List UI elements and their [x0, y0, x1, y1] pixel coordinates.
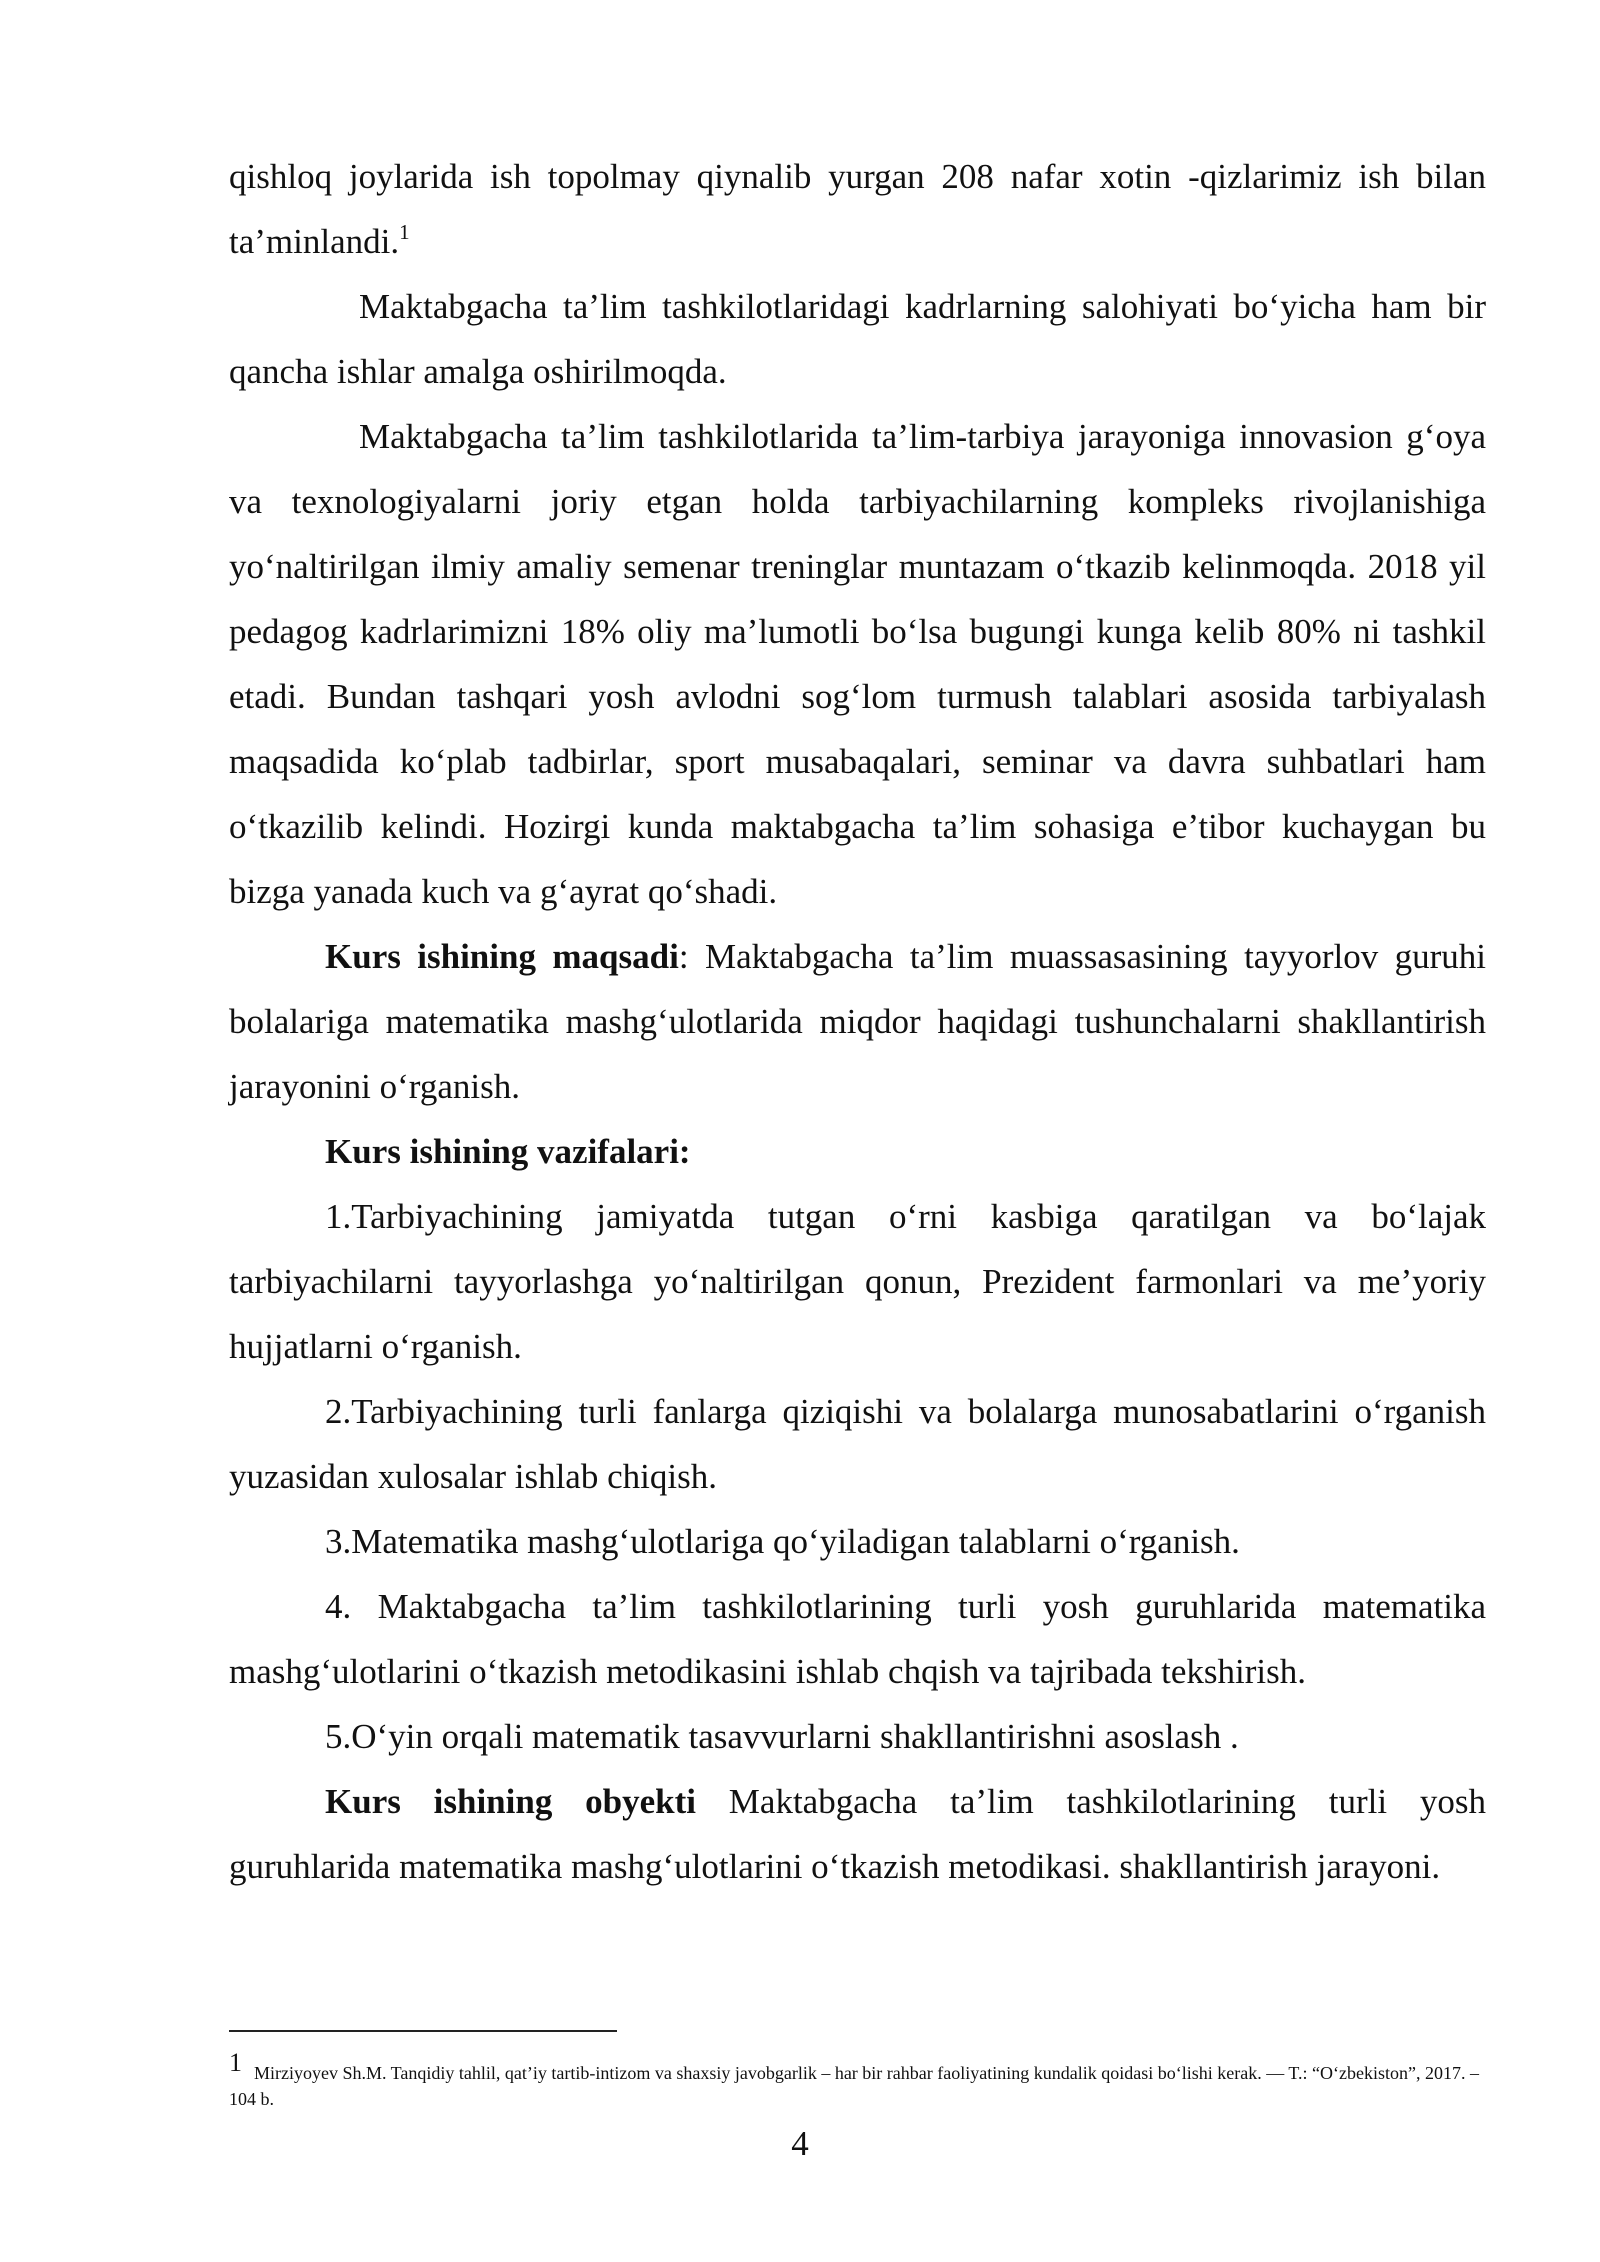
- paragraph-1: qishloq joylarida ish topolmay qiynalib yurgan 208 nafar xotin -qizlarimiz ish bilan ta’minlandi.$^1$: [229, 157, 1486, 261]
- paragraph-3: Maktabgacha ta’lim tashkilotlarida ta’lim-tarbiya jarayoniga innovasion g‘oya va texnologiyalarni joriy etgan holda tarbiyachilarning kompleks rivojlanishiga yo‘naltirilgan ilmiy amaliy semenar treninglar muntazam o‘tkazib kelinmoqda. 2018 yil pedagog kadrlarimizni 18% oliy ma’lumotli bo‘lsa bugungi kunga kelib 80% ni tashkil etadi. Bundan tashqari yosh avlodni sog‘lom turmush talablari asosida tarbiyalash maqsadida ko‘plab tadbirlar, sport musabaqalari, seminar va davra suhbatlari ham o‘tkazilib kelindi. Hozirgi kunda maktabgacha ta’lim sohasiga e’tibor kuchaygan bu bizga yanada kuch va g‘ayrat qo‘shadi.: [229, 417, 1486, 911]
- task-item-2: 2.Tarbiyachining turli fanlarga qiziqishi va bolalarga munosabatlarini o‘rganish yuzasidan xulosalar ishlab chiqish.: [229, 1392, 1486, 1496]
- paragraph-goal: Kurs ishining maqsadi: Maktabgacha ta’lim muassasasining tayyorlov guruhi bolalariga matematika mashg‘ulotlarida miqdor haqidagi tushunchalarni shakllantirish jarayonini o‘rganish.: [229, 937, 1487, 1106]
- paragraph-object: Kurs ishining obyekti Maktabgacha ta’lim tashkilotlarining turli yosh guruhlarida matematika mashg‘ulotlarini o‘tkazish metodikasi. shakllantirish jarayoni.: [229, 1782, 1486, 1886]
- tasks-heading: Kurs ishining vazifalari:: [325, 1132, 691, 1171]
- task-item-1: 1.Tarbiyachining jamiyatda tutgan o‘rni kasbiga qaratilgan va bo‘lajak tarbiyachilarni tayyorlashga yo‘naltirilgan qonun, Prezident farmonlari va me’yoriy hujjatlarni o‘rganish.: [229, 1197, 1486, 1366]
- task-item-3: 3.Matematika mashg‘ulotlariga qo‘yiladigan talablarni o‘rganish.: [325, 1522, 1240, 1561]
- footnote-separator: [229, 2030, 617, 2032]
- footnote: [229, 2050, 1489, 2112]
- main-text: [229, 144, 1486, 1899]
- task-item-4: 4. Maktabgacha ta’lim tashkilotlarining turli yosh guruhlarida matematika mashg‘ulotlarini o‘tkazish metodikasini ishlab chqish va tajribada tekshirish.: [229, 1587, 1486, 1691]
- object-label: Kurs ishining obyekti: [325, 1782, 696, 1821]
- paragraph-2: Maktabgacha ta’lim tashkilotlaridagi kadrlarning salohiyati bo‘yicha ham bir qancha ishlar amalga oshirilmoqda.: [229, 287, 1486, 391]
- footnote-reference[interactable]: 1: [399, 220, 410, 244]
- footnote-text: Mirziyoyev Sh.M. Tanqidiy tahlil, qat’iy tartib-intizom va shaxsiy javobgarlik – har bir rahbar faoliyatining kundalik qoidasi bo‘lishi kerak. — T.: “O‘zbekiston”, 2017. – 104 b.: [229, 2063, 1479, 2109]
- page-number: 4: [791, 2124, 809, 2163]
- task-item-5: 5.O‘yin orqali matematik tasavvurlarni shakllantirishni asoslash .: [325, 1717, 1239, 1756]
- goal-label: Kurs ishining maqsadi: [325, 937, 679, 976]
- footnote-mark: 1: [229, 2048, 242, 2077]
